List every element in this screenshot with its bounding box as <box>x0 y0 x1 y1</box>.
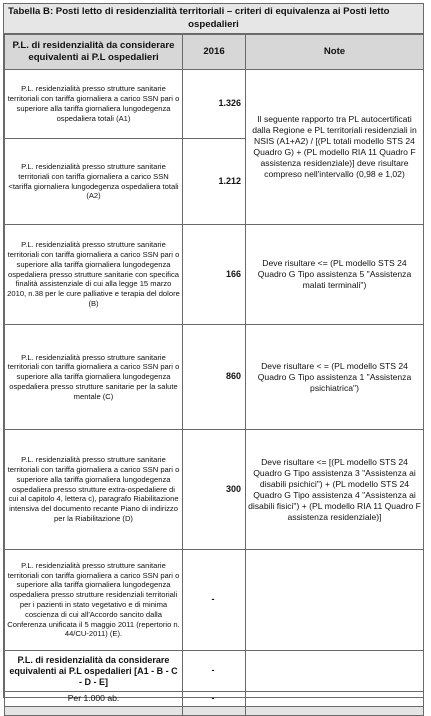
row-note: Deve risultare <= (PL modello STS 24 Quadro G Tipo assistenza 5 "Assistenza malati terminali") <box>246 225 424 325</box>
filler-cell <box>5 707 183 716</box>
table-row <box>5 430 424 550</box>
summary-note-empty <box>246 651 424 692</box>
table-row <box>5 70 424 139</box>
row-description: P.L. residenzialità presso strutture sanitarie territoriali con tariffa giornaliera a carico SSN pari o superiore alla tariffa giornaliera lungodegenza ospedaliera presso strutture sanitarie per la salute mentale (C) <box>5 325 183 430</box>
row-description: P.L. residenzialità presso strutture sanitarie territoriali con tariffa giornaliera a carico SSN pari o superiore alla tariffa giornaliera lungodegenza ospedaliera presso strutture residenziali territoriali per i pazienti in stato vegetativo e di minima coscienza di cui all'Accordo sancito dalla Conferenza unificata il 5 maggio 2011 (repertorio n. 44/CU-2011) (E). <box>5 550 183 651</box>
table-row <box>5 550 424 651</box>
per1000-label: Per 1.000 ab. <box>5 692 183 707</box>
per1000-note-empty <box>246 692 424 707</box>
per1000-value: - <box>183 692 246 707</box>
row-note-empty <box>246 550 424 651</box>
table-title <box>4 4 423 34</box>
row-value: 860 <box>183 325 246 430</box>
summary-value: - <box>183 651 246 692</box>
row-description: P.L. residenzialità presso strutture sanitarie territoriali con tariffa giornaliera a carico SSN <tariffa giornaliera lungodegenza ospedaliera totali (A2) <box>5 139 183 225</box>
table-title-line2: ospedalieri <box>188 19 239 30</box>
row-description: P.L. residenzialità presso strutture sanitarie territoriali con tariffa giornaliera a carico SSN pari o superiore alla tariffa giornaliera lungodegenza ospedaliera presso strutture sanitarie con specifica finalità assistenziale di cui alla legge 15 marzo 2010, n.38 per le cure palliative e terapia del dolore (B) <box>5 225 183 325</box>
row-value: - <box>183 550 246 651</box>
row-value: 166 <box>183 225 246 325</box>
data-table <box>4 34 424 716</box>
row-value: 1.326 <box>183 70 246 139</box>
header-row <box>5 35 424 70</box>
per1000-row <box>5 692 424 707</box>
row-description: P.L. residenzialità presso strutture sanitarie territoriali con tariffa giornaliera a carico SSN pari o superiore alla tariffa giornaliera lungodegenza ospedaliera totali (A1) <box>5 70 183 139</box>
table-title-line1: Tabella B: Posti letto di residenzialità territoriali – criteri di equivalenza ai Posti letto <box>8 6 390 17</box>
header-year: 2016 <box>183 35 246 70</box>
row-value: 1.212 <box>183 139 246 225</box>
row-value: 300 <box>183 430 246 550</box>
header-description: P.L. di residenzialità da considerare equivalenti ai P.L ospedalieri <box>5 35 183 70</box>
filler-cell <box>183 707 246 716</box>
row-note: Deve risultare <= [(PL modello STS 24 Quadro G Tipo assistenza 3 "Assistenza ai disabili psichici") + (PL modello STS 24 Quadro G Tipo assistenza 4 "Assistenza ai disabili fisici") + (PL modello RIA 11 Quadro F assistenza residenziale)] <box>246 430 424 550</box>
table-container <box>3 3 424 704</box>
filler-cell <box>246 707 424 716</box>
table-row <box>5 325 424 430</box>
bottom-filler-row <box>5 707 424 716</box>
table-row <box>5 225 424 325</box>
row-note: Il seguente rapporto tra PL autocertificati dalla Regione e PL territoriali residenziali in NSIS (A1+A2) / [(PL totali modello STS 24 Quadro G) + (PL modello RIA 11 Quadro F assistenza residenziale)] deve risultare compreso nell'intervallo (0,98 e 1,02) <box>246 70 424 225</box>
summary-row <box>5 651 424 692</box>
row-description: P.L. residenzialità presso strutture sanitarie territoriali con tariffa giornaliera a carico SSN pari o superiore alla tariffa giornaliera lungodegenza ospedaliera presso strutture extra-ospedaliere di cui al capitolo 4, lettera c), paragrafo Riabilitazione intensiva del documento recante Piano di indirizzo per la Riabilitazione (D) <box>5 430 183 550</box>
header-notes: Note <box>246 35 424 70</box>
row-note: Deve risultare < = (PL modello STS 24 Quadro G Tipo assistenza 1 "Assistenza psichiatrica") <box>246 325 424 430</box>
summary-label: P.L. di residenzialità da considerare equivalenti ai P.L ospedalieri [A1 - B - C - D - E] <box>5 651 183 692</box>
